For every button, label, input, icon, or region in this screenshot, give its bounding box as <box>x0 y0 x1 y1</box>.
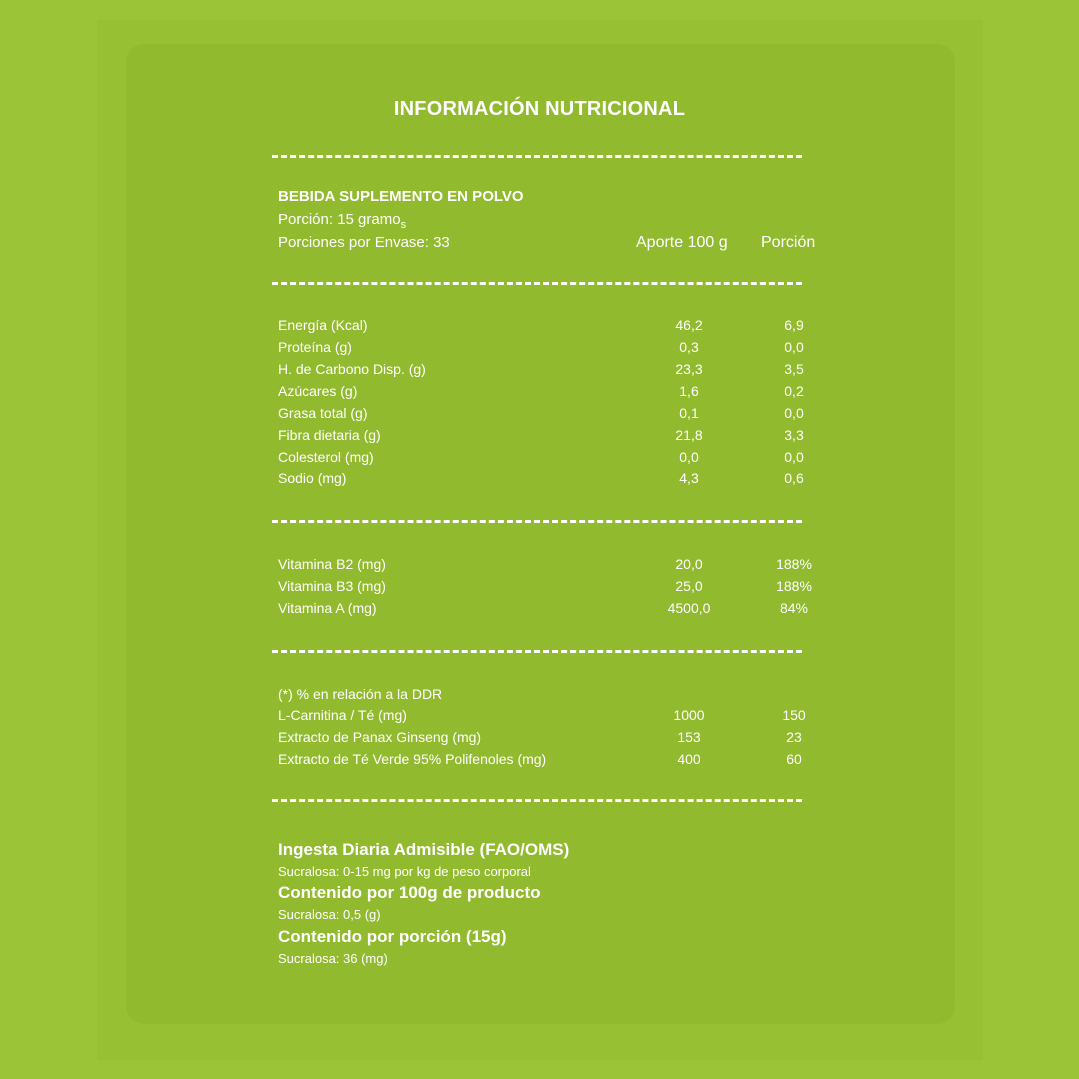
column-header-portion: Porción <box>761 234 816 251</box>
nutrient-label: Fibra dietaria (g) <box>278 427 381 443</box>
nutrient-value-100g: 1,6 <box>679 383 699 399</box>
vitamin-row <box>278 556 818 578</box>
vitamin-value-portion: 84% <box>779 600 809 616</box>
nutrient-value-100g: 46,2 <box>675 317 703 333</box>
vitamin-value-100g: 20,0 <box>675 556 703 572</box>
servings-per-container: Porciones por Envase: 33 <box>278 234 450 251</box>
vitamin-label: Vitamina B3 (mg) <box>278 578 386 594</box>
per100-title: Contenido por 100g de producto <box>278 883 541 902</box>
extract-label: Extracto de Té Verde 95% Polifenoles (mg) <box>278 751 547 767</box>
nutrient-label: Proteína (g) <box>278 339 352 355</box>
nutrient-value-portion: 0,0 <box>784 449 804 465</box>
nutrient-row <box>278 470 818 492</box>
ida-text: Sucralosa: 0-15 mg por kg de peso corporal <box>278 864 531 879</box>
extract-value-portion: 60 <box>786 751 802 767</box>
nutrient-value-100g: 0,3 <box>679 339 699 355</box>
vitamin-value-portion: 188% <box>776 556 812 572</box>
column-header-100g: Aporte 100 g <box>636 234 728 251</box>
extract-value-100g: 153 <box>677 729 701 745</box>
vitamin-row <box>278 600 818 622</box>
nutrient-value-portion: 0,6 <box>784 470 804 486</box>
nutrient-value-100g: 23,3 <box>675 361 703 377</box>
nutrient-row <box>278 449 818 471</box>
divider <box>272 282 802 285</box>
portion-title: Contenido por porción (15g) <box>278 927 507 946</box>
product-name: BEBIDA SUPLEMENTO EN POLVO <box>278 188 524 205</box>
extract-label: Extracto de Panax Ginseng (mg) <box>278 729 482 745</box>
extract-row <box>278 729 818 751</box>
divider <box>272 520 802 523</box>
nutrient-row <box>278 405 818 427</box>
nutrient-row <box>278 427 818 449</box>
nutrient-label: Colesterol (mg) <box>278 449 374 465</box>
ida-title: Ingesta Diaria Admisible (FAO/OMS) <box>278 840 570 859</box>
label-panel <box>126 44 955 1024</box>
nutrient-row <box>278 339 818 361</box>
nutrient-value-portion: 3,5 <box>784 361 804 377</box>
nutrient-value-portion: 0,2 <box>784 383 804 399</box>
divider <box>272 799 802 802</box>
nutrient-row <box>278 361 818 383</box>
nutrient-row <box>278 317 818 339</box>
extract-value-portion: 23 <box>786 729 802 745</box>
nutrient-value-100g: 0,0 <box>679 449 699 465</box>
nutrient-label: Azúcares (g) <box>278 383 358 399</box>
nutrient-row <box>278 383 818 405</box>
extract-value-portion: 150 <box>782 707 806 723</box>
nutrient-value-portion: 3,3 <box>784 427 804 443</box>
vitamin-value-100g: 4500,0 <box>667 600 711 616</box>
vitamin-label: Vitamina B2 (mg) <box>278 556 386 572</box>
nutrient-label: Sodio (mg) <box>278 470 347 486</box>
vitamin-row <box>278 578 818 600</box>
portion-size-suffix: s <box>400 219 407 231</box>
divider <box>272 650 802 653</box>
portion-text: Sucralosa: 36 (mg) <box>278 951 388 966</box>
page-title: INFORMACIÓN NUTRICIONAL <box>393 98 686 120</box>
vitamin-label: Vitamina A (mg) <box>278 600 377 616</box>
portion-size-text: Porción: 15 gramo <box>278 211 401 228</box>
nutrient-value-100g: 21,8 <box>675 427 703 443</box>
nutrient-value-100g: 4,3 <box>679 470 699 486</box>
nutrient-label: Energía (Kcal) <box>278 317 368 333</box>
nutrient-value-100g: 0,1 <box>679 405 699 421</box>
per100-text: Sucralosa: 0,5 (g) <box>278 907 381 922</box>
portion-size <box>278 211 406 231</box>
extract-value-100g: 1000 <box>673 707 705 723</box>
extract-row <box>278 707 818 729</box>
nutrient-label: H. de Carbono Disp. (g) <box>278 361 426 377</box>
nutrient-value-portion: 0,0 <box>784 405 804 421</box>
vitamin-value-portion: 188% <box>776 578 812 594</box>
vitamin-value-100g: 25,0 <box>675 578 703 594</box>
extract-label: L-Carnitina / Té (mg) <box>278 707 407 723</box>
nutrient-value-portion: 6,9 <box>784 317 804 333</box>
nutrient-value-portion: 0,0 <box>784 339 804 355</box>
extract-value-100g: 400 <box>677 751 701 767</box>
ddr-note: (*) % en relación a la DDR <box>278 686 443 702</box>
extract-row <box>278 751 818 773</box>
divider <box>272 155 802 158</box>
nutrient-label: Grasa total (g) <box>278 405 368 421</box>
